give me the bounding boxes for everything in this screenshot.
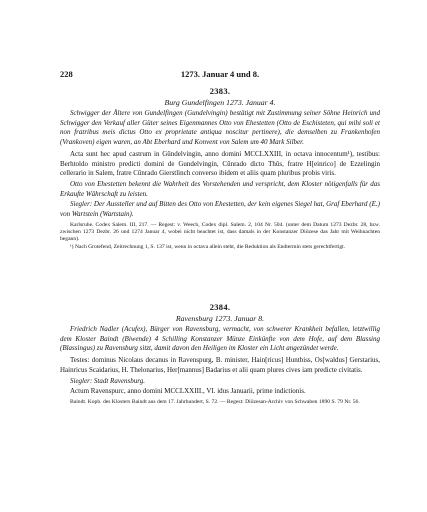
source-note: Karlsruhe. Codex Salem. III, 217. — Regest: v. Weech, Codex dipl. Salem. 2, 104 Nr. 504. (unter dem Datum 1273 Dezbr. 28, bzw. zwischen 1273 Dezbr. 26 und 1274 Januar 4, wobei nicht beachtet ist, dass damals in der Konstanzer Diözese das Jahr mit Weihnachten begann). bbox=[60, 221, 380, 243]
document-number: 2384. bbox=[209, 302, 231, 312]
witnesses: Testes: dominus Nicolaus decanus in Ravenspurg, B. minister, Hain[ricus] Huntbiss, Os[waldus] Gerstarius, Hainricus Scaidarius, H. Thelonarius, Her[mannus] Badarius et alii quam plures cives iam predicte civitatis. bbox=[60, 356, 380, 374]
sealers: Siegler: Der Aussteller und auf Bitten des Otto von Ehestetten, der kein eigenes Siegel hat, Graf Eberhard (E.) von Wartstein (Wartstain). bbox=[60, 200, 380, 219]
page-header bbox=[60, 69, 380, 79]
actum: Actum Ravenspurc, anno domini MCCLXXIII., VI. idus Januarii, prime indictionis. bbox=[70, 387, 306, 396]
paragraph-acta: Acta sunt hec apud castrum in Gûndelvingin, anno domini MCCLXXIII, in octava innocentum¹), testibus: Berhtoldo ministro predicti domini de Gundelvingin, Cûnrado dicto Thûs, fratre H[einrico] de Ezzelingin cellerario in Salem, fratre Cûnrado Gierstlinch converso ibidem et aliis quam pluribus probis viris. bbox=[60, 149, 380, 178]
running-title: 1273. Januar 4 und 8. bbox=[180, 69, 260, 79]
document-2383 bbox=[60, 86, 380, 251]
place-date: Ravensburg 1273. Januar 8. bbox=[175, 314, 265, 323]
sealer: Siegler: Stadt Ravensburg. bbox=[70, 376, 145, 385]
page-number: 228 bbox=[60, 69, 73, 79]
place-date: Burg Gundelfingen 1273. Januar 4. bbox=[164, 98, 276, 107]
document-number: 2383. bbox=[209, 86, 231, 96]
paragraph-confirmation: Otto von Ehestetten bekennt die Wahrheit des Vorstehenden und verspricht, dem Kloster nötigenfalls für das Erkaufte Währschaft zu leisten. bbox=[60, 179, 380, 198]
footnote: ¹) Nach Grotefend, Zeitrechnung 1, S. 137 ist, wenn in octava allein steht, die Reduktion als Endtermin stets gerechtfertigt. bbox=[70, 243, 346, 250]
regest: Schwigger der Ältere von Gundelfingen (Gundelvingin) bestätigt mit Zustimmung seiner Söhne Heinrich und Schwigger den Verkauf aller Güter seines Eigenmannes Otto von Ehestetten (Otto de Eschisteten, qui mihi soli et non fratribus meis dictus Otto ex proprietate antiqua noscitur pertinere), die demselben zu Frankenhofen (Vrankoven) eigen waren, an Abt Eberhard und Konvent von Salem um 40 Mark Silber. bbox=[60, 109, 380, 147]
regest: Friedrich Nadler (Acufex), Bürger von Ravensburg, vermacht, von schwerer Krankheit befallen, letztwillig dem Kloster Baindt (Biwende) 4 Schilling Konstanzer Münze Einkünfte von dem Hofe, auf dem Blassing (Blassingus) zu Ravensburg sitzt, damit davon den Heiligen im Kloster ein Licht angezündet werde. bbox=[60, 325, 380, 353]
document-2384 bbox=[60, 302, 380, 406]
source-note: Baindt. Kopb. des Klosters Baindt aus dem 17. Jahrhundert, S. 72. — Regest: Diözesan-Archiv von Schwaben 1890 S. 79 Nr. 56. bbox=[70, 398, 360, 405]
